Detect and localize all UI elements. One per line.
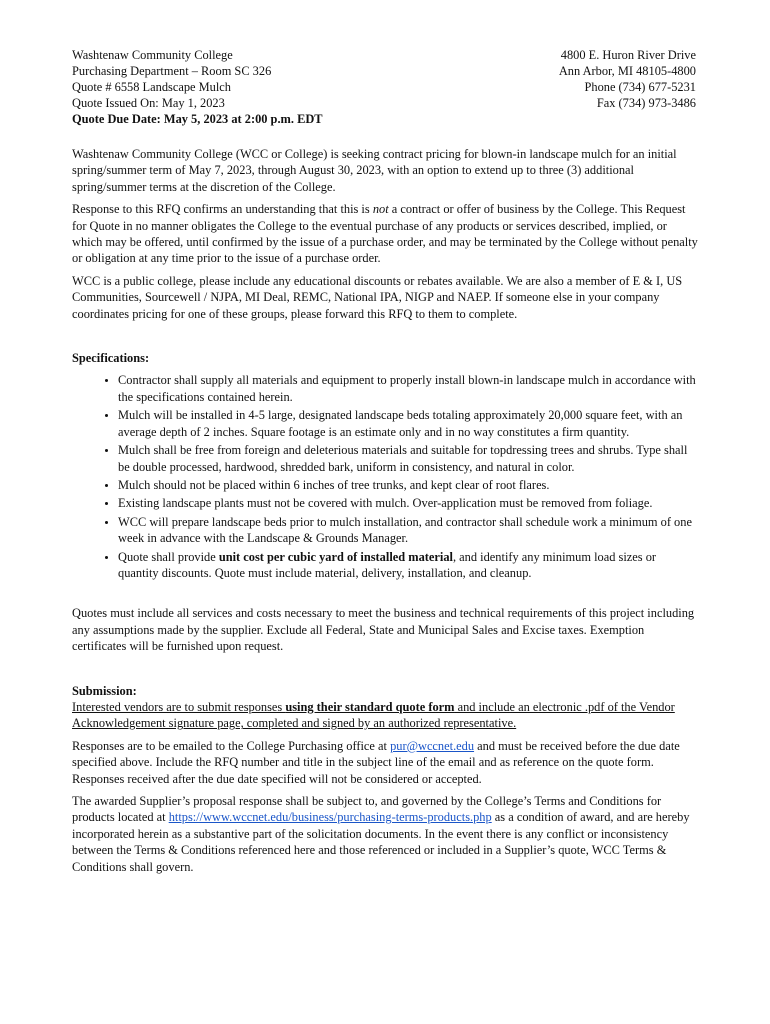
quote-number: Quote # 6558 Landscape Mulch xyxy=(72,80,231,94)
spec-item xyxy=(118,549,698,582)
sender-block xyxy=(72,47,323,127)
spec-item: • Mulch will be installed in 4-5 large, designated landscape beds totaling approximately 20,000 square feet, with an average depth of 2 inches. Square footage is an estimate only and in no way constitutes a firm quantity. xyxy=(118,407,698,440)
spec-item: • Mulch should not be placed within 6 inches of tree trunks, and kept clear of root flares. xyxy=(118,477,698,493)
standard-quote-form-emphasis: using their standard quote form xyxy=(285,699,455,714)
terms-text: The awarded Supplier’s proposal response shall be subject to, and governed by the College’s Terms and Conditions for products located at xyxy=(72,794,662,825)
city-state-zip: Ann Arbor, MI 48105-4800 xyxy=(558,64,696,78)
quote-issued-date: Quote Issued On: May 1, 2023 xyxy=(72,96,225,110)
spec-item: • Existing landscape plants must not be covered with mulch. Over-application must be removed from foliage. xyxy=(118,495,698,511)
spec-text-continued: , and identify any minimum load sizes or quantity discounts. Quote must include material, delivery, installation, and cleanup. xyxy=(118,549,657,580)
terms-paragraph xyxy=(72,793,698,875)
specifications-list xyxy=(72,372,698,581)
submission-text: Interested vendors are to submit responses xyxy=(72,699,286,714)
fax-number: Fax (734) 973-3486 xyxy=(596,96,696,110)
email-link[interactable]: pur@wccnet.edu xyxy=(390,738,475,753)
spec-item: • Contractor shall supply all materials and equipment to properly install blown-in landscape mulch in accordance with the specifications contained herein. xyxy=(118,372,698,405)
discounts-paragraph: WCC is a public college, please include any educational discounts or rebates available. We are also a member of E & I, US Communities, Sourcewell / NJPA, MI Deal, REMC, National IPA, NIGP and NAEP. If someone else in your company coordinates pricing for one of these groups, please forward this RFQ to them to complete. xyxy=(72,273,683,321)
spec-text: Quote shall provide xyxy=(118,549,219,564)
quote-due-date: Quote Due Date: May 5, 2023 at 2:00 p.m. EDT xyxy=(72,112,323,126)
rfq-disclaimer-paragraph xyxy=(72,201,698,267)
specifications-heading: Specifications: xyxy=(72,351,150,366)
submission-instructions xyxy=(72,699,698,732)
email-paragraph xyxy=(72,738,698,787)
unit-cost-emphasis: unit cost per cubic yard of installed material xyxy=(218,549,453,564)
disclaimer-text: Response to this RFQ confirms an understanding that this is xyxy=(72,202,373,217)
phone-number: Phone (734) 677-5231 xyxy=(584,80,696,94)
document-body xyxy=(72,146,698,881)
intro-paragraph: Washtenaw Community College (WCC or College) is seeking contract pricing for blown-in landscape mulch for an initial spring/summer term of May 7, 2023, through August 30, 2023, with an option to extend up to three (3) additional spring/summer terms at the discretion of the College. xyxy=(72,147,677,194)
submission-text-continued: and include an electronic .pdf of the Vendor Acknowledgement signature page, completed and signed by an authorized representative. xyxy=(72,699,675,731)
address-block xyxy=(559,47,696,111)
street-address: 4800 E. Huron River Drive xyxy=(560,48,696,62)
email-text: Responses are to be emailed to the College Purchasing office at xyxy=(72,738,391,753)
college-name: Washtenaw Community College xyxy=(72,48,233,62)
terms-text-continued: as a condition of award, and are hereby incorporated herein as a substantive part of the solicitation documents. In the event there is any conflict or inconsistency between the Terms & Conditions referenced here and those referenced or included in a Supplier’s quote, WCC Terms & Conditions shall govern. xyxy=(72,810,690,874)
submission-heading: Submission: xyxy=(72,683,137,698)
terms-link[interactable]: https://www.wccnet.edu/business/purchasing-terms-products.php xyxy=(168,810,492,825)
emphasis-not: not xyxy=(372,202,389,217)
quotes-paragraph: Quotes must include all services and costs necessary to meet the business and technical requirements of this project including any assumptions made by the supplier. Exclude all Federal, State and Municipal Sales and Excise taxes. Exemption certificates will be furnished upon request. xyxy=(72,606,695,654)
disclaimer-text-continued: a contract or offer of business by the College. This Request for Quote in no manner obligates the College to the eventual purchase of any products or services described, implied, or which may be offered, until confirmed by the issue of a purchase order, and may be terminated by the College without penalty or obligation at any time prior to the issue of a purchase order. xyxy=(72,202,698,266)
spec-item: • Mulch shall be free from foreign and deleterious materials and suitable for topdressing trees and shrubs. Type shall be double processed, hardwood, shredded bark, uniform in consistency, and natural in color. xyxy=(118,442,698,475)
spec-item: • WCC will prepare landscape beds prior to mulch installation, and contractor shall schedule work a minimum of one week in advance with the Landscape & Grounds Manager. xyxy=(118,514,698,547)
department: Purchasing Department – Room SC 326 xyxy=(72,64,272,78)
email-text-continued: and must be received before the due date specified above. Include the RFQ number and title in the subject line of the email and as reference on the quote form. Responses received after the due date specified will not be considered or accepted. xyxy=(72,738,680,786)
